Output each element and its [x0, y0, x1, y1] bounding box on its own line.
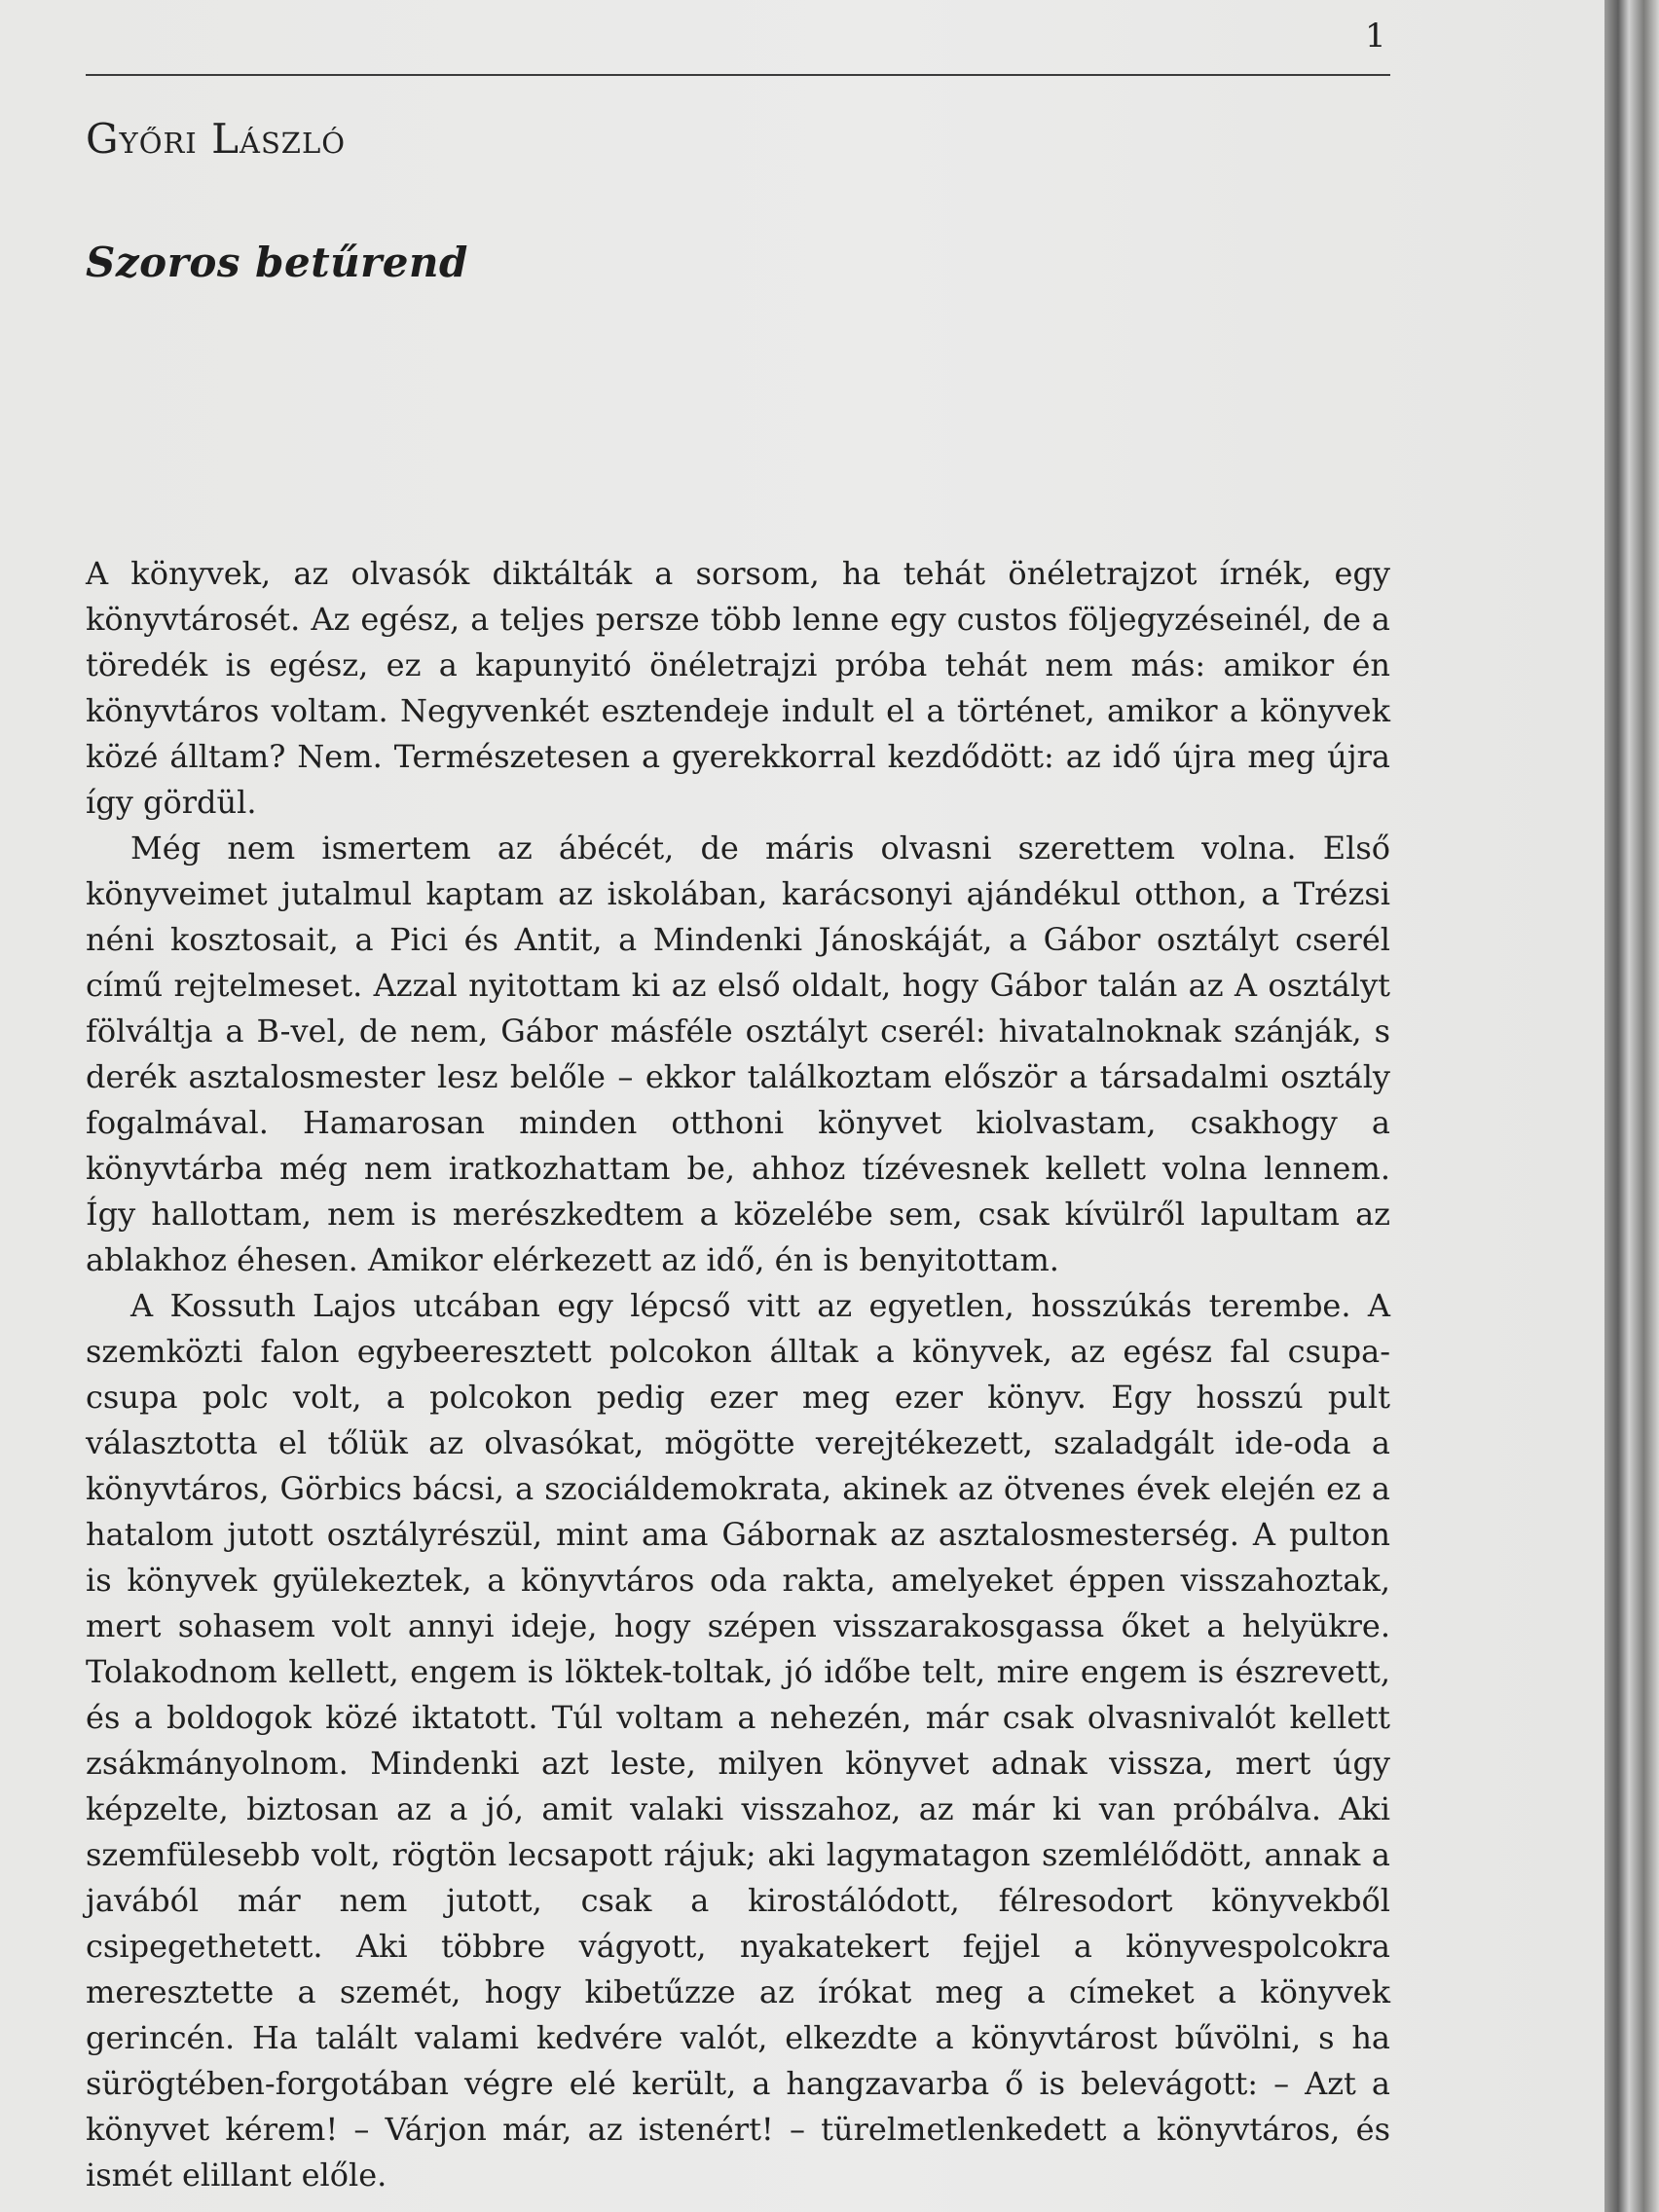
paragraph-1: A könyvek, az olvasók diktálták a sorsom, ha tehát önéletrajzot írnék, egy könyvtárosét. Az egész, a teljes persze több lenne egy custos följegyzéseinél, de a töredék is egész, ez a kapunyitó önéletrajzi próba tehát nem más: amikor én könyvtáros voltam. Negyvenkét esztendeje indult el a történet, amikor a könyvek közé álltam? Nem. Természetesen a gyerekkorral kezdődött: az idő újra meg újra így gördül.: [86, 555, 1390, 821]
body-text: [86, 551, 1390, 2198]
header-rule: [86, 74, 1390, 76]
chapter-title: Szoros betűrend: [86, 239, 468, 286]
paragraph-2: Még nem ismertem az ábécét, de máris olvasni szerettem volna. Első könyveimet jutalmul kaptam az iskolában, karácsonyi ajándékul otthon, a Trézsi néni kosztosait, a Pici és Antit, a Mindenki Jánoskáját, a Gábor osztályt cserél című rejtelmeset. Azzal nyitottam ki az első oldalt, hogy Gábor talán az A osztályt fölváltja a B-vel, de nem, Gábor másféle osztályt cserél: hivatalnoknak szánják, s derék asztalosmester lesz belőle – ekkor találkoztam először a társadalmi osztály fogalmával. Hamarosan minden otthoni könyvet kiolvastam, csakhogy a könyvtárba még nem iratkozhattam be, ahhoz tízévesnek kellett volna lennem. Így hallottam, nem is merészkedtem a közelébe sem, csak kívülről lapultam az ablakhoz éhesen. Amikor elérkezett az idő, én is benyitottam.: [86, 830, 1390, 1278]
author-name: Győri László: [86, 115, 346, 163]
page-edge-shadow: [1604, 0, 1659, 2212]
page-number: 1: [1365, 17, 1386, 55]
paragraph-3: A Kossuth Lajos utcában egy lépcső vitt az egyetlen, hosszúkás terembe. A szemközti falon egybeeresztett polcokon álltak a könyvek, az egész fal csupa-csupa polc volt, a polcokon pedig ezer meg ezer könyv. Egy hosszú pult választotta el tőlük az olvasókat, mögötte verejtékezett, szaladgált ide-oda a könyvtáros, Görbics bácsi, a szociáldemokrata, akinek az ötvenes évek elején ez a hatalom jutott osztályrészül, mint ama Gábornak az asztalosmesterség. A pulton is könyvek gyülekeztek, a könyvtáros oda rakta, amelyeket éppen visszahoztak, mert sohasem volt annyi ideje, hogy szépen visszarakosgassa őket a helyükre. Tolakodnom kellett, engem is löktek-toltak, jó időbe telt, mire engem is észrevett, és a boldogok közé iktatott. Túl voltam a nehezén, már csak olvasnivalót kellett zsákmányolnom. Mindenki azt leste, milyen könyvet adnak vissza, mert úgy képzelte, biztosan az a jó, amit valaki visszahoz, az már ki van próbálva. Aki szemfülesebb volt, rögtön lecsapott rájuk; aki lagymatagon szemlélődött, annak a javából már nem jutott, csak a kirostálódott, félresodort könyvekből csipegethetett. Aki többre vágyott, nyakatekert fejjel a könyvespolcokra meresztette a szemét, hogy kibetűzze az írókat meg a címeket a könyvek gerincén. Ha talált valami kedvére valót, elkezdte a könyvtárost bűvölni, s ha sürögtében-forgotában végre elé került, a hangzavarba ő is belevágott: – Azt a könyvet kérem! – Várjon már, az istenért! – türelmetlenkedett a könyvtáros, és ismét elillant előle.: [86, 1287, 1390, 2194]
